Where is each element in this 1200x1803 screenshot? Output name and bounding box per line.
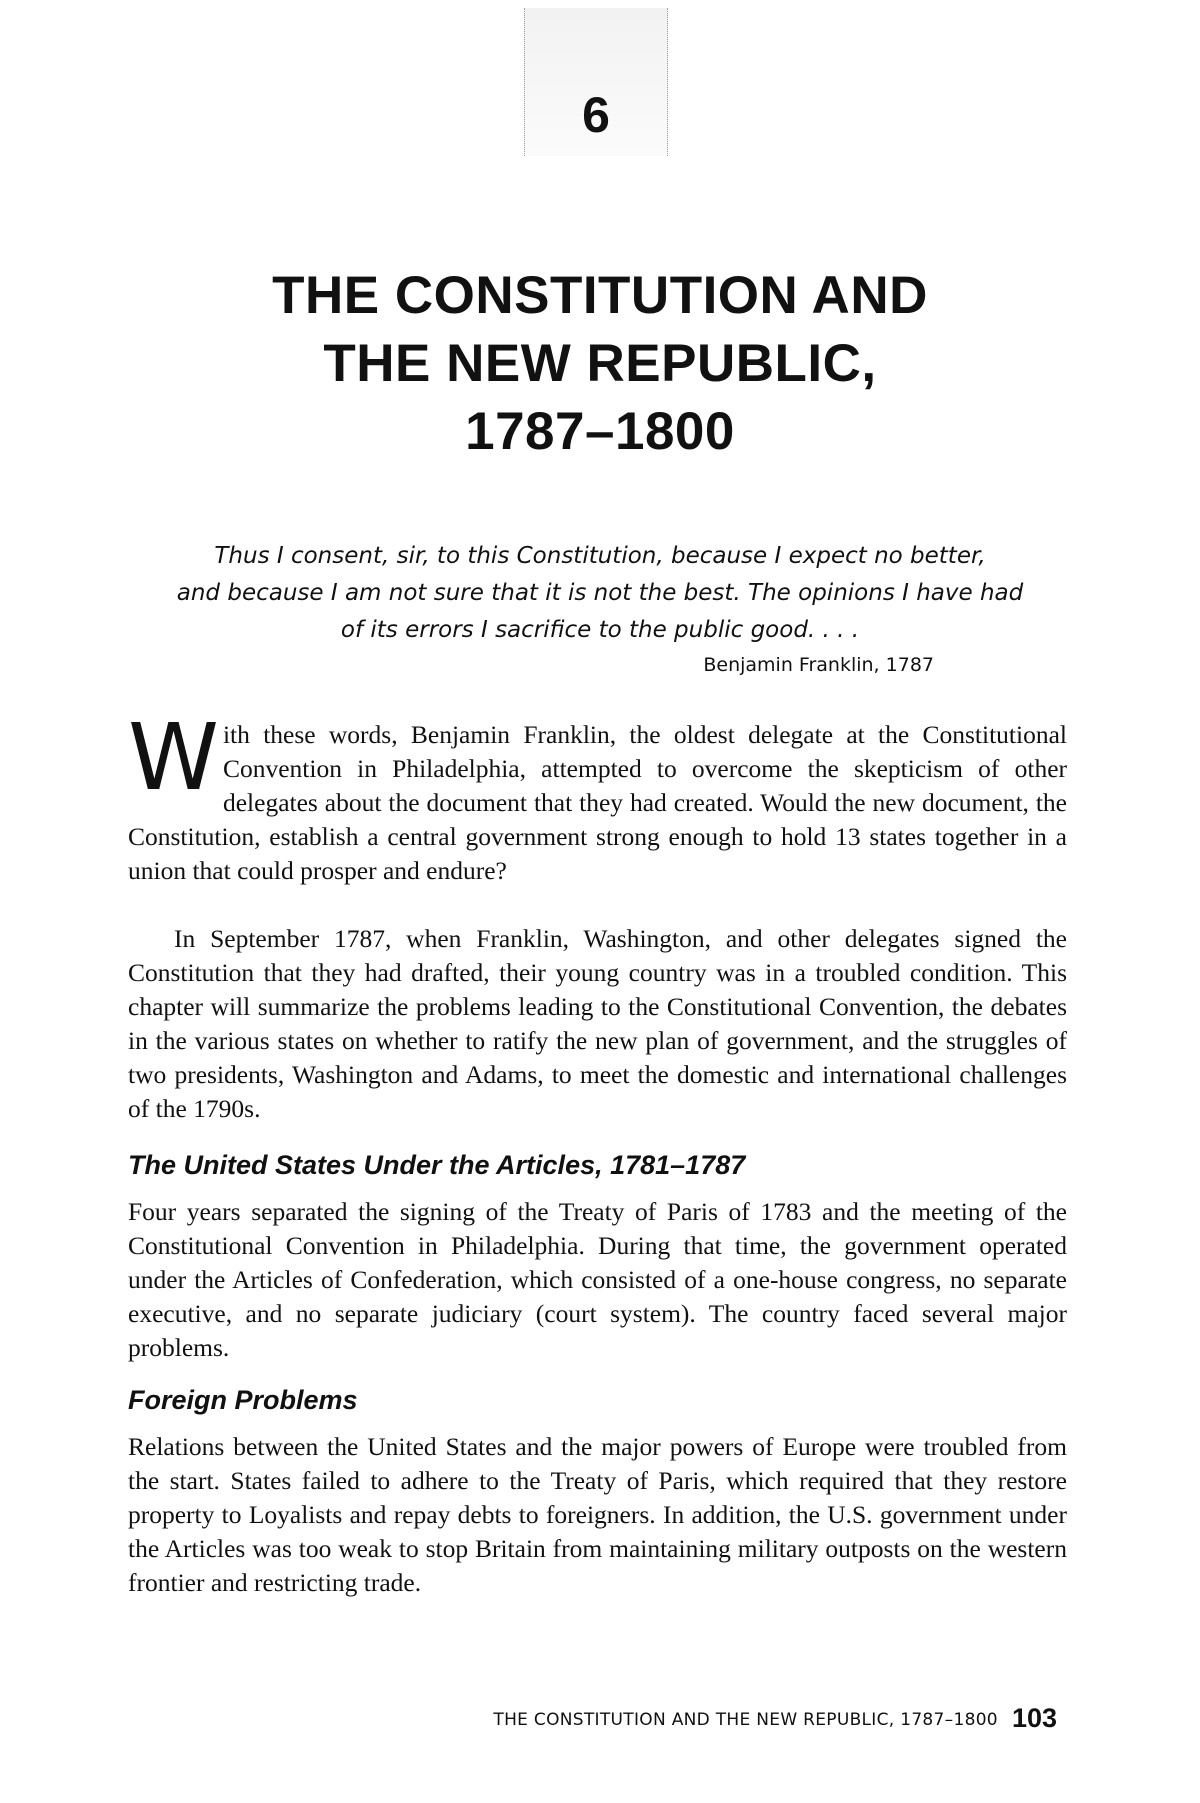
drop-cap: W [128,704,219,811]
epigraph-line: and because I am not sure that it is not the best. The opinions I have had [176,580,1024,606]
running-head: THE CONSTITUTION AND THE NEW REPUBLIC, 1787–1800 [493,1710,998,1730]
epigraph-quote [150,538,1050,649]
epigraph-attribution: Benjamin Franklin, 1787 [703,654,934,676]
chapter-title-line: 1787–1800 [465,402,735,461]
chapter-number-box [524,8,668,156]
page-footer [300,1703,1057,1734]
subsection-heading: Foreign Problems [128,1385,358,1415]
body-paragraph: Four years separated the signing of the Treaty of Paris of 1783 and the meeting of the Constitutional Convention in Philadelphia. During that time, the government operated under the Articles of Confederation, which consisted of a one-house congress, no separate executive, and no separate judiciary (court system). The country faced several major problems. [128,1197,1067,1362]
epigraph-line: Thus I consent, sir, to this Constitution, because I expect no better, [214,543,986,569]
chapter-number: 6 [582,87,610,143]
chapter-title [150,262,1050,466]
page-number: 103 [1011,1703,1057,1733]
epigraph-line: of its errors I sacrifice to the public good. . . . [340,617,860,643]
chapter-title-line: THE NEW REPUBLIC, [323,334,877,393]
chapter-title-line: THE CONSTITUTION AND [272,266,928,325]
section-heading: The United States Under the Articles, 1781–1787 [128,1150,746,1180]
body-paragraph: Relations between the United States and the major powers of Europe were troubled from the start. States failed to adhere to the Treaty of Paris, which required that they restore property to Loyalists and repay debts to foreigners. In addition, the U.S. government under the Articles was too weak to stop Britain from maintaining military outposts on the western frontier and restricting trade. [128,1432,1067,1597]
intro-paragraph [128,704,1067,888]
body-paragraph: In September 1787, when Franklin, Washington, and other delegates signed the Constitution that they had drafted, their young country was in a troubled condition. This chapter will summarize the problems leading to the Constitutional Convention, the debates in the various states on whether to ratify the new plan of government, and the struggles of two presidents, Washington and Adams, to meet the domestic and international challenges of the 1790s. [128,924,1067,1123]
intro-paragraph-text: ith these words, Benjamin Franklin, the oldest delegate at the Constitutional Convention in Philadelphia, attempted to overcome the skepticism of other delegates about the document that they had created. Would the new document, the Constitution, establish a central government strong enough to hold 13 states together in a union that could prosper and endure? [128,720,1067,885]
